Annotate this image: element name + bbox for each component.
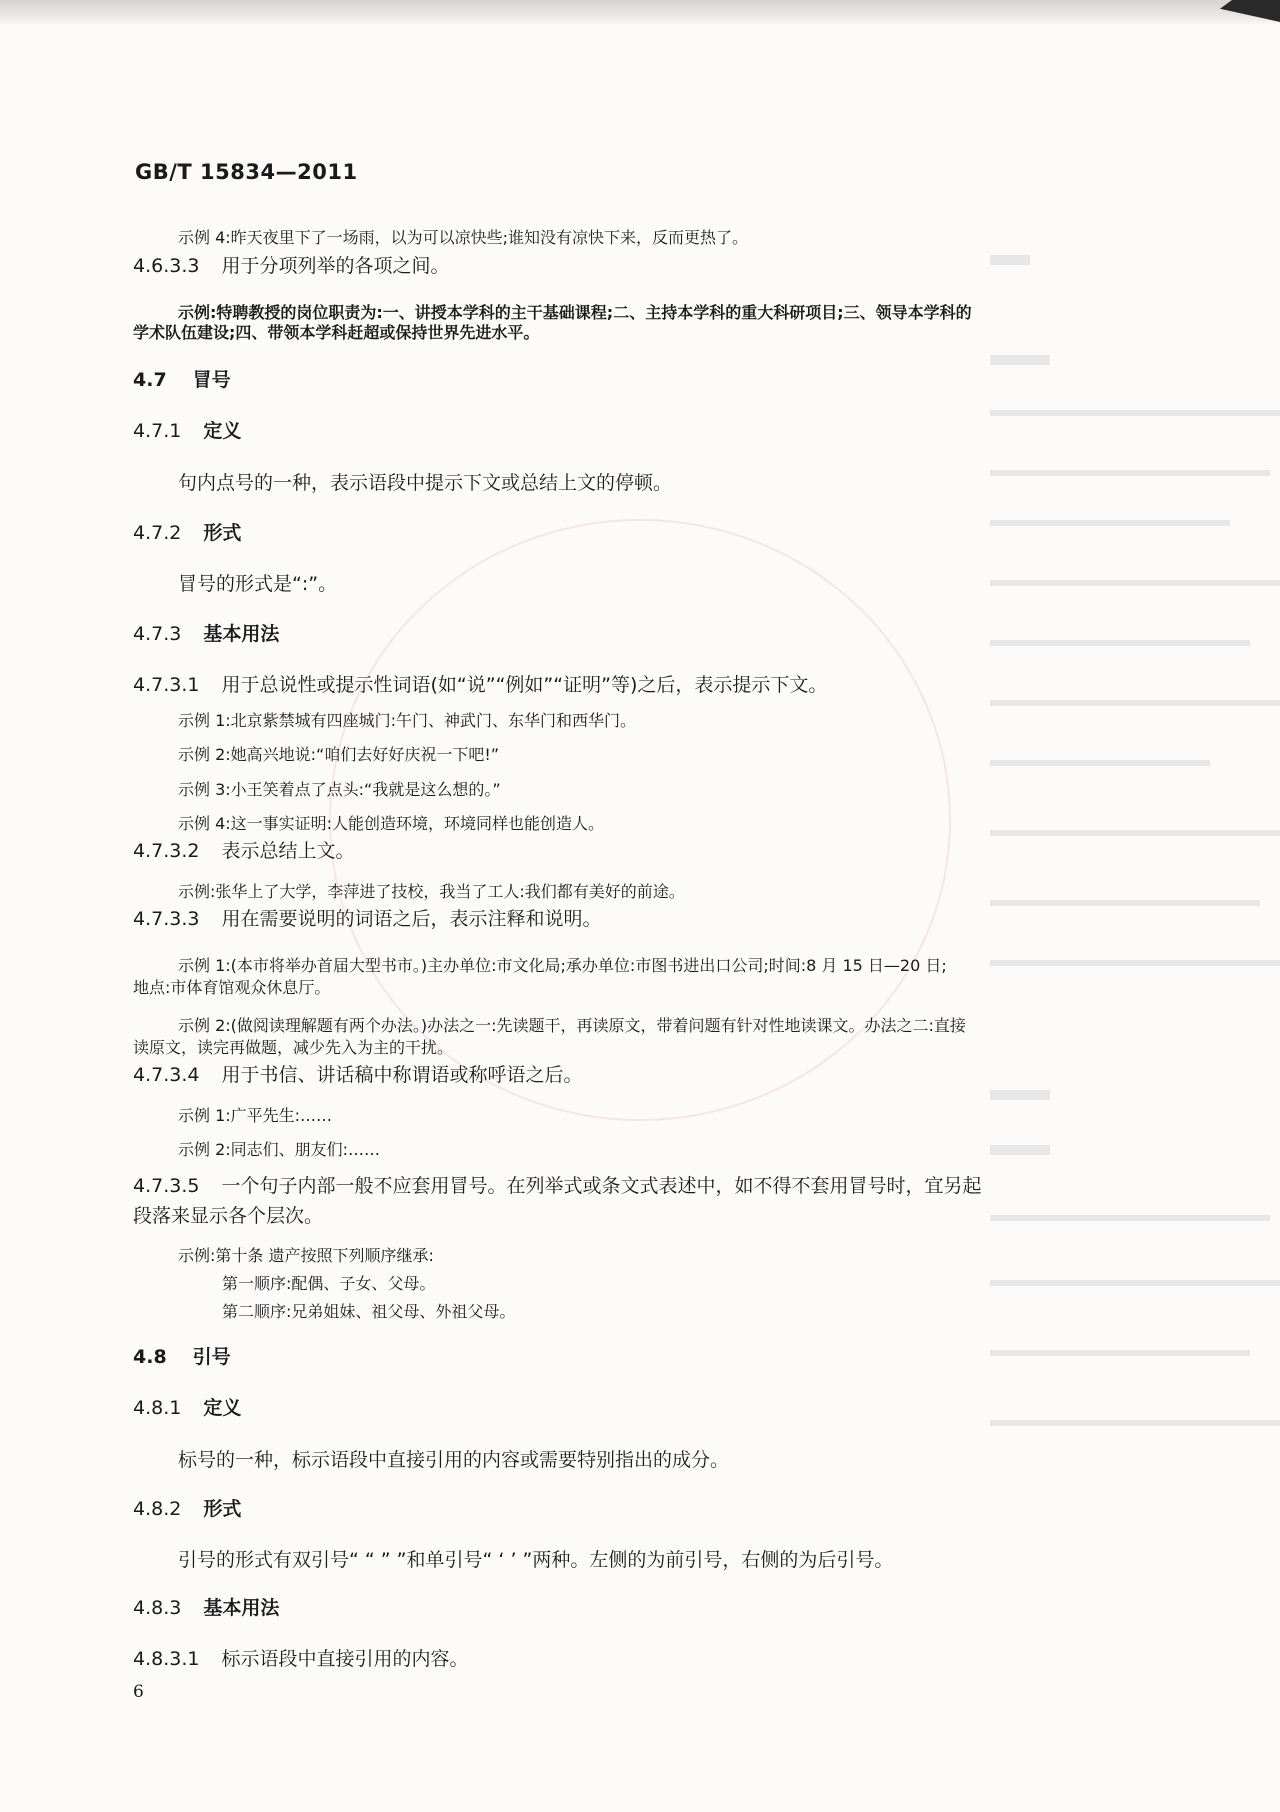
- subsection-heading: [133, 1498, 241, 1522]
- section-heading: [133, 369, 231, 393]
- example-line: 示例 2:她高兴地说:“咱们去好好庆祝一下吧!”: [178, 745, 500, 764]
- clause-heading: [133, 674, 827, 698]
- scan-top-shadow: [0, 0, 1280, 26]
- example-line: 示例 2:(做阅读理解题有两个办法。)办法之一:先读题干，再读原文，带着问题有针对性地读课文。办法之二:直接: [178, 1016, 966, 1035]
- example-line: 地点:市体育馆观众休息厅。: [133, 978, 331, 997]
- section-title: 冒号: [192, 369, 231, 391]
- clause-text: 表示总结上文。: [221, 840, 355, 862]
- paragraph: 段落来显示各个层次。: [133, 1205, 324, 1227]
- clause-text: 用于分项列举的各项之间。: [221, 255, 450, 277]
- subsection-title: 形式: [203, 1498, 242, 1520]
- example-line: 示例:特聘教授的岗位职责为:一、讲授本学科的主干基础课程;二、主持本学科的重大科研项目;三、领导本学科的: [178, 303, 972, 322]
- clause-heading: [133, 1175, 982, 1199]
- clause-number: 4.7.3.1: [133, 674, 200, 696]
- section-heading: [133, 1346, 231, 1370]
- subsection-heading: [133, 1397, 241, 1421]
- clause-text: 用于总说性或提示性词语(如“说”“例如”“证明”等)之后，表示提示下文。: [221, 674, 828, 696]
- subsection-title: 基本用法: [203, 1597, 280, 1619]
- section-number: 4.7: [133, 369, 167, 391]
- clause-number: 4.7.3.5: [133, 1175, 200, 1197]
- clause-heading: [133, 908, 602, 932]
- subsection-number: 4.8.1: [133, 1397, 182, 1419]
- subsection-title: 定义: [203, 420, 242, 442]
- example-line: 第一顺序:配偶、子女、父母。: [222, 1274, 436, 1293]
- paragraph: 引号的形式有双引号“ “ ” ”和单引号“ ‘ ’ ”两种。左侧的为前引号，右侧的为后引号。: [178, 1549, 894, 1571]
- clause-text: 一个句子内部一般不应套用冒号。在列举式或条文式表述中，如不得不套用冒号时，宜另起: [221, 1175, 982, 1197]
- subsection-title: 定义: [203, 1397, 242, 1419]
- example-line: 示例 1:(本市将举办首届大型书市。)主办单位:市文化局;承办单位:市图书进出口公司;时间:8 月 15 日—20 日;: [178, 956, 947, 975]
- subsection-heading: [133, 1597, 279, 1621]
- clause-number: 4.7.3.4: [133, 1064, 200, 1086]
- subsection-number: 4.7.2: [133, 522, 182, 544]
- page-number: 6: [133, 1682, 144, 1702]
- subsection-heading: [133, 420, 241, 444]
- subsection-number: 4.8.2: [133, 1498, 182, 1520]
- clause-number: 4.7.3.2: [133, 840, 200, 862]
- paragraph: 冒号的形式是“:”。: [178, 573, 338, 595]
- clause-heading: [133, 255, 450, 279]
- example-line: 示例 1:广平先生:……: [178, 1106, 333, 1125]
- subsection-title: 形式: [203, 522, 242, 544]
- subsection-number: 4.7.1: [133, 420, 182, 442]
- clause-heading: [133, 1064, 583, 1088]
- example-line: 示例:第十条 遗产按照下列顺序继承:: [178, 1246, 434, 1265]
- clause-heading: [133, 840, 355, 864]
- subsection-heading: [133, 522, 241, 546]
- example-line: 示例:张华上了大学，李萍进了技校，我当了工人:我们都有美好的前途。: [178, 882, 685, 901]
- section-number: 4.8: [133, 1346, 167, 1368]
- example-line: 示例 4:昨天夜里下了一场雨，以为可以凉快些;谁知没有凉快下来，反而更热了。: [178, 228, 749, 247]
- example-line: 读原文，读完再做题，减少先入为主的干扰。: [133, 1038, 454, 1057]
- clause-text: 用于书信、讲话稿中称谓语或称呼语之后。: [221, 1064, 583, 1086]
- example-line: 示例 4:这一事实证明:人能创造环境，环境同样也能创造人。: [178, 814, 605, 833]
- paragraph: 句内点号的一种，表示语段中提示下文或总结上文的停顿。: [178, 472, 673, 494]
- example-line: 示例 2:同志们、朋友们:……: [178, 1140, 381, 1159]
- clause-heading: [133, 1648, 469, 1672]
- example-line: 第二顺序:兄弟姐妹、祖父母、外祖父母。: [222, 1302, 516, 1321]
- clause-text: 标示语段中直接引用的内容。: [221, 1648, 469, 1670]
- section-title: 引号: [192, 1346, 231, 1368]
- subsection-heading: [133, 623, 279, 647]
- clause-number: 4.8.3.1: [133, 1648, 200, 1670]
- subsection-number: 4.7.3: [133, 623, 182, 645]
- clause-number: 4.6.3.3: [133, 255, 200, 277]
- standard-code-header: GB/T 15834—2011: [135, 160, 358, 184]
- paragraph: 标号的一种，标示语段中直接引用的内容或需要特别指出的成分。: [178, 1449, 730, 1471]
- example-line: 学术队伍建设;四、带领本学科赶超或保持世界先进水平。: [133, 323, 540, 342]
- subsection-number: 4.8.3: [133, 1597, 182, 1619]
- example-line: 示例 1:北京紫禁城有四座城门:午门、神武门、东华门和西华门。: [178, 711, 637, 730]
- example-line: 示例 3:小王笑着点了点头:“我就是这么想的。”: [178, 780, 501, 799]
- subsection-title: 基本用法: [203, 623, 280, 645]
- clause-text: 用在需要说明的词语之后，表示注释和说明。: [221, 908, 602, 930]
- clause-number: 4.7.3.3: [133, 908, 200, 930]
